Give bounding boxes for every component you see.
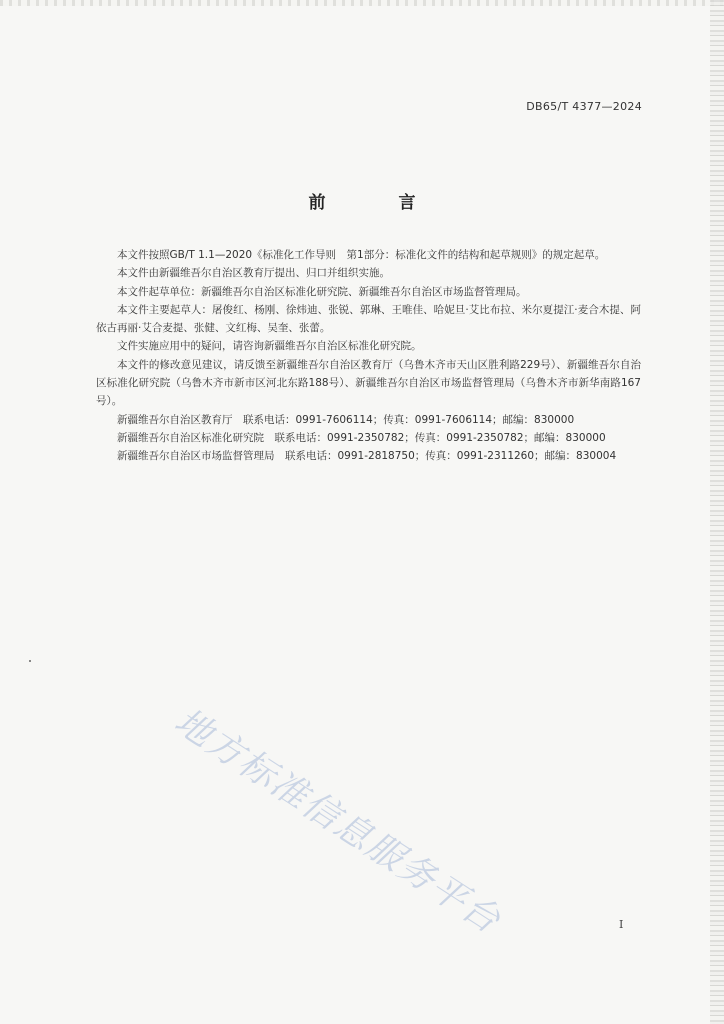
paragraph-drafting-rules: 本文件按照GB/T 1.1—2020《标准化工作导则 第1部分：标准化文件的结构和起草规则》的规定起草。: [117, 249, 606, 261]
page-title: 前 言: [308, 193, 444, 213]
foreword-body: [96, 246, 641, 466]
contact-line-education: 新疆维吾尔自治区教育厅 联系电话：0991-7606114；传真：0991-7606114；邮编：830000: [117, 413, 575, 426]
paragraph-feedback: 本文件的修改意见建议，请反馈至新疆维吾尔自治区教育厅（乌鲁木齐市天山区胜利路229号）、新疆维吾尔自治区标准化研究院（乌鲁木齐市新市区河北东路188号）、新疆维吾尔自治区市场监督管理局（乌鲁木齐市新华南路167号）。: [96, 358, 641, 408]
page-number: I: [619, 918, 624, 931]
paragraph-drafting-units: 本文件起草单位：新疆维吾尔自治区标准化研究院、新疆维吾尔自治区市场监督管理局。: [117, 285, 527, 298]
paragraph-inquiry: 文件实施应用中的疑问，请咨询新疆维吾尔自治区标准化研究院。: [117, 340, 422, 353]
paragraph-drafters: 本文件主要起草人：屠俊红、杨刚、徐炜迪、张锐、郭琳、王唯佳、哈妮旦·艾比布拉、米尔夏提江·麦合木提、阿依古再丽·艾合麦提、张健、文红梅、吴奎、张蕾。: [96, 303, 641, 335]
document-code: DB65/T 4377—2024: [526, 100, 642, 113]
scan-speck: [29, 660, 31, 662]
paragraph-proposer: 本文件由新疆维吾尔自治区教育厅提出、归口并组织实施。: [117, 267, 390, 280]
scan-border-right: [710, 0, 724, 1024]
watermark-text: 地方标准信息服务平台: [167, 700, 509, 943]
scan-border-top: [0, 0, 724, 6]
contact-line-institute: 新疆维吾尔自治区标准化研究院 联系电话：0991-2350782；传真：0991-2350782；邮编：830000: [117, 431, 606, 444]
contact-line-market: 新疆维吾尔自治区市场监督管理局 联系电话：0991-2818750；传真：0991-2311260；邮编：830004: [117, 450, 617, 463]
